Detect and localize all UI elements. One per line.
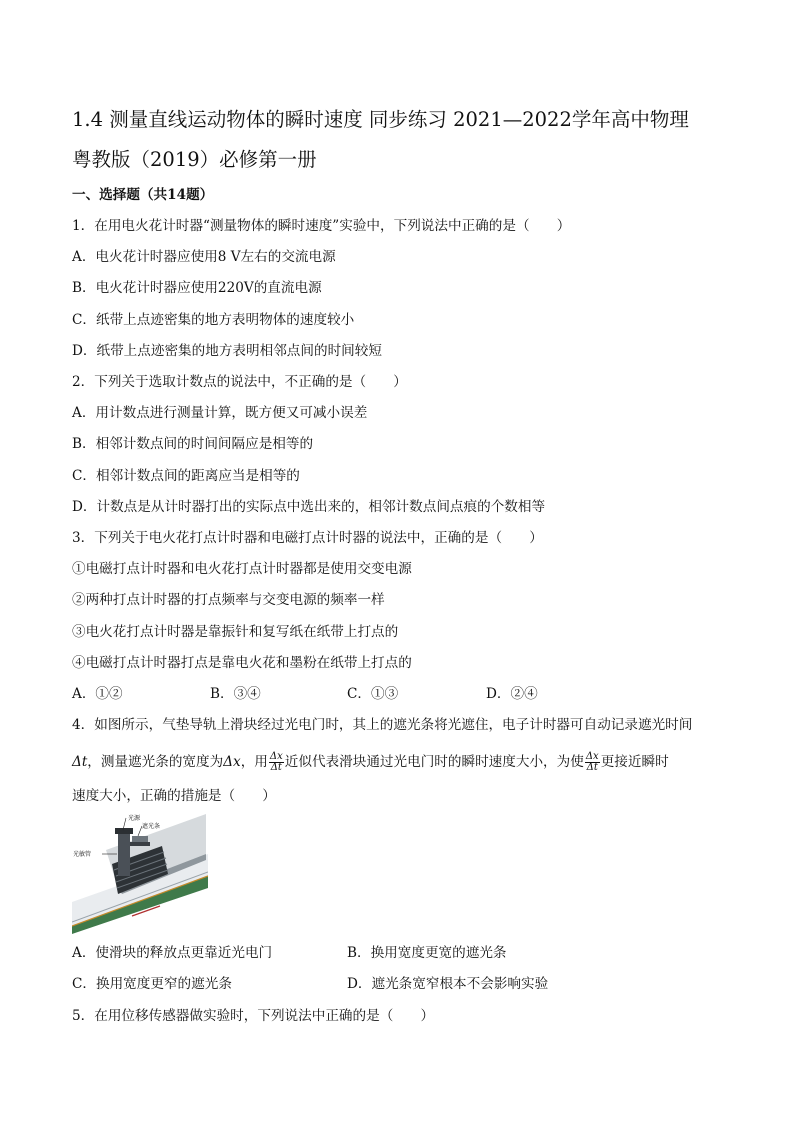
question-3-statement-1: ①电磁打点计时器和电火花打点计时器都是使用交变电源 (72, 561, 412, 577)
figure-label-light-source: 光源 (128, 815, 141, 822)
velocity-fraction (269, 752, 284, 773)
question-4-option-a: A．使滑块的释放点更靠近光电门 (72, 945, 273, 961)
question-3-option-b: B．③④ (210, 686, 261, 702)
question-2-option-a: A．用计数点进行测量计算，既方便又可减小误差 (72, 405, 368, 421)
question-3-stem: 3．下列关于电火花打点计时器和电磁打点计时器的说法中，正确的是（ ） (72, 530, 543, 546)
title-line-2: 粤教版（2019）必修第一册 (72, 148, 317, 171)
air-track-photogate-figure (72, 814, 208, 934)
question-4-option-c: C．换用宽度更窄的遮光条 (72, 976, 232, 992)
question-4-option-d: D．遮光条宽窄根本不会影响实验 (347, 976, 549, 992)
question-3-statement-2: ②两种打点计时器的打点频率与交变电源的频率一样 (72, 592, 385, 608)
question-4-stem-line-3: 速度大小，正确的措施是（ ） (72, 788, 276, 804)
question-1-option-a: A．电火花计时器应使用8 V左右的交流电源 (72, 249, 336, 265)
figure-label-photosensitive-tube: 光敏管 (73, 851, 92, 858)
stem-part: ，测量遮光条的宽度为 (87, 754, 224, 770)
figure-label-shading-strip: 遮光条 (142, 823, 161, 830)
question-2-option-b: B．相邻计数点间的时间间隔应是相等的 (72, 436, 314, 452)
question-1-stem: 1．在用电火花计时器“测量物体的瞬时速度”实验中，下列说法中正确的是（ ） (72, 218, 571, 234)
section-heading: 一、选择题（共14题） (72, 187, 214, 203)
question-1-option-d: D．纸带上点迹密集的地方表明相邻点间的时间较短 (72, 343, 382, 359)
fraction-numerator: Δx (269, 751, 283, 762)
question-2-option-d: D．计数点是从计时器打出的实际点中选出来的，相邻计数点间点痕的个数相等 (72, 499, 546, 515)
fraction-numerator: Δx (585, 751, 599, 762)
question-2-option-c: C．相邻计数点间的距离应当是相等的 (72, 468, 300, 484)
title-line-1: 1.4 测量直线运动物体的瞬时速度 同步练习 2021—2022学年高中物理 (72, 108, 689, 131)
velocity-fraction (585, 752, 600, 773)
fraction-denominator: Δt (270, 762, 282, 773)
delta-t-symbol: Δt (72, 754, 88, 770)
question-1-option-b: B．电火花计时器应使用220V的直流电源 (72, 280, 322, 296)
question-4-stem-line-2 (72, 752, 669, 773)
fraction-denominator: Δt (586, 762, 598, 773)
question-5-stem: 5．在用位移传感器做实验时，下列说法中正确的是（ ） (72, 1008, 435, 1024)
question-3-option-a: A．①② (72, 686, 123, 702)
question-3-option-c: C．①③ (347, 686, 399, 702)
question-3-statement-3: ③电火花打点计时器是靠振针和复写纸在纸带上打点的 (72, 624, 399, 640)
delta-x-symbol: Δx (223, 754, 241, 770)
stem-part: ，用 (240, 754, 268, 770)
stem-part: 更接近瞬时 (600, 754, 669, 770)
question-4-stem-line-1: 4．如图所示，气垫导轨上滑块经过光电门时，其上的遮光条将光遮住，电子计时器可自动记录遮光时间 (72, 717, 693, 733)
question-4-option-b: B．换用宽度更宽的遮光条 (347, 945, 507, 961)
stem-part: 近似代表滑块通过光电门时的瞬时速度大小，为使 (284, 754, 584, 770)
question-2-stem: 2．下列关于选取计数点的说法中，不正确的是（ ） (72, 374, 407, 390)
question-3-statement-4: ④电磁打点计时器打点是靠电火花和墨粉在纸带上打点的 (72, 655, 412, 671)
question-3-option-d: D．②④ (486, 686, 538, 702)
question-1-option-c: C．纸带上点迹密集的地方表明物体的速度较小 (72, 312, 355, 328)
